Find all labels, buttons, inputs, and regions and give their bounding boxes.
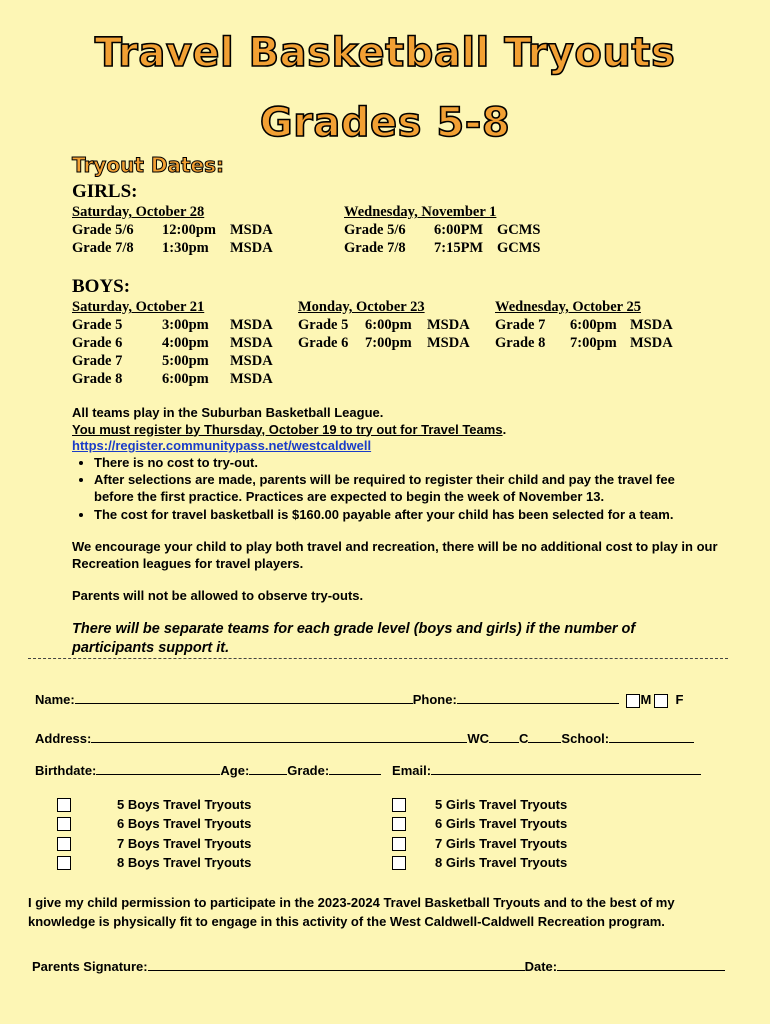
list-item: 6 Girls Travel Tryouts [392, 815, 567, 835]
c-field[interactable] [528, 730, 561, 743]
boys-session-1 [72, 298, 273, 388]
list-item: 7 Girls Travel Tryouts [392, 834, 567, 854]
tryout-dates-heading: Tryout Dates: [72, 153, 224, 177]
name-label: Name: [35, 692, 75, 707]
schedule-row: Grade 6 7:00pm MSDA [298, 335, 470, 351]
list-item: 8 Boys Travel Tryouts [57, 854, 251, 874]
address-label: Address: [35, 731, 92, 746]
signature-row [32, 958, 725, 976]
signature-field[interactable] [148, 958, 525, 971]
school-label: School: [561, 731, 610, 746]
phone-label: Phone: [412, 692, 457, 707]
birthdate-field[interactable] [96, 762, 220, 775]
signature-label: Parents Signature: [32, 959, 148, 974]
phone-field[interactable] [457, 691, 619, 704]
parents-note: Parents will not be allowed to observe try-outs. [72, 588, 364, 603]
list-item: • The cost for travel basketball is $160.00 payable after your child has been selected for a team. [94, 507, 742, 524]
name-phone-row [35, 691, 683, 709]
grade-label: Grade: [287, 763, 330, 778]
list-item: • After selections are made, parents will be required to register their child and pay the travel fee before the first practice. Practices are expected to begin the week of November 13. [94, 471, 714, 505]
address-row [35, 730, 694, 748]
boys-8-checkbox[interactable] [57, 856, 71, 870]
boys-6-checkbox[interactable] [57, 817, 71, 831]
list-item: 7 Boys Travel Tryouts [57, 834, 251, 854]
schedule-row: Grade 7 6:00pm MSDA [495, 317, 673, 333]
female-label: F [675, 692, 684, 707]
female-checkbox[interactable] [654, 694, 668, 708]
separate-teams-note: There will be separate teams for each grade level (boys and girls) if the number of participants support it. [72, 621, 636, 656]
girls-tryout-options [392, 795, 567, 873]
list-item: 5 Girls Travel Tryouts [392, 795, 567, 815]
schedule-row: Grade 6 4:00pm MSDA [72, 335, 273, 351]
wc-label: WC [467, 731, 490, 746]
schedule-row: Grade 7/8 7:15PM GCMS [344, 240, 541, 256]
cut-line-divider [28, 658, 728, 659]
list-item: 8 Girls Travel Tryouts [392, 854, 567, 874]
date-field[interactable] [557, 958, 725, 971]
session-date: Saturday, October 28 [72, 204, 205, 220]
email-label: Email: [392, 763, 432, 778]
league-text: All teams play in the Suburban Basketball League. [72, 405, 384, 420]
schedule-row: Grade 8 7:00pm MSDA [495, 335, 673, 351]
birthdate-label: Birthdate: [35, 763, 97, 778]
schedule-row: Grade 5 3:00pm MSDA [72, 317, 273, 333]
email-field[interactable] [431, 762, 701, 775]
schedule-row: Grade 7/8 1:30pm MSDA [72, 240, 273, 256]
girls-8-checkbox[interactable] [392, 856, 406, 870]
schedule-row: Grade 5/6 12:00pm MSDA [72, 222, 273, 238]
male-label: M [640, 692, 652, 707]
girls-5-checkbox[interactable] [392, 798, 406, 812]
girls-heading: GIRLS: [72, 181, 138, 202]
boys-session-2 [298, 298, 470, 352]
address-field[interactable] [91, 730, 467, 743]
girls-6-checkbox[interactable] [392, 817, 406, 831]
male-checkbox[interactable] [626, 694, 640, 708]
info-block [72, 405, 742, 524]
schedule-row: Grade 7 5:00pm MSDA [72, 353, 273, 369]
permission-statement: I give my child permission to participate in the 2023-2024 Travel Basketball Tryouts and to the best of my knowledge is physically fit to engage in this activity of the West Caldwell-Caldwell Recreation program. [28, 895, 675, 929]
session-date: Monday, October 23 [298, 299, 425, 315]
list-item: 5 Boys Travel Tryouts [57, 795, 251, 815]
boys-5-checkbox[interactable] [57, 798, 71, 812]
list-item: 6 Boys Travel Tryouts [57, 815, 251, 835]
grade-field[interactable] [329, 762, 381, 775]
session-date: Wednesday, October 25 [495, 299, 641, 315]
wc-field[interactable] [489, 730, 519, 743]
girls-session-1 [72, 203, 273, 257]
schedule-row: Grade 5 6:00pm MSDA [298, 317, 470, 333]
boys-session-3 [495, 298, 673, 352]
age-label: Age: [220, 763, 250, 778]
boys-tryout-options [57, 795, 251, 873]
boys-heading: BOYS: [72, 276, 131, 297]
birthdate-row [35, 762, 701, 780]
boys-7-checkbox[interactable] [57, 837, 71, 851]
school-field[interactable] [609, 730, 694, 743]
schedule-row: Grade 5/6 6:00PM GCMS [344, 222, 541, 238]
info-bullets [72, 455, 742, 524]
page-subtitle: Grades 5-8 [259, 100, 511, 146]
list-item: • There is no cost to try-out. [94, 455, 742, 472]
session-date: Saturday, October 21 [72, 299, 205, 315]
date-label: Date: [524, 959, 558, 974]
schedule-row: Grade 8 6:00pm MSDA [72, 371, 273, 387]
girls-session-2 [344, 203, 541, 257]
register-deadline: You must register by Thursday, October 19 to try out for Travel Teams. [72, 421, 507, 437]
c-label: C [519, 731, 529, 746]
session-date: Wednesday, November 1 [344, 204, 497, 220]
registration-link[interactable]: https://register.communitypass.net/westcaldwell [72, 438, 372, 453]
name-field[interactable] [75, 691, 413, 704]
page-title: Travel Basketball Tryouts [94, 30, 676, 76]
girls-7-checkbox[interactable] [392, 837, 406, 851]
age-field[interactable] [249, 762, 287, 775]
encourage-text: We encourage your child to play both travel and recreation, there will be no additional cost to play in our Recreation leagues for travel players. [72, 539, 718, 571]
